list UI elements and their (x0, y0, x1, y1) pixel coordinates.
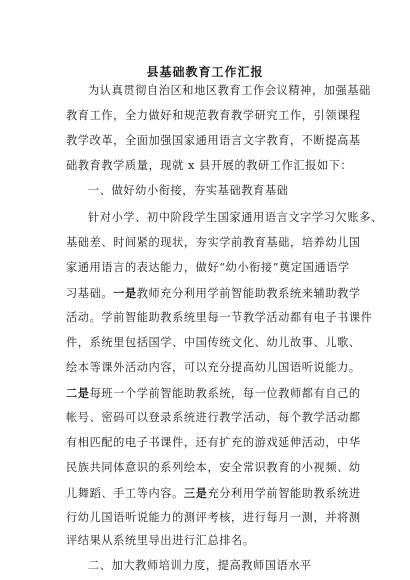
paragraph-line (66, 361, 361, 375)
paragraph-line (66, 311, 373, 325)
line-text: 家通用语言的表达能力，做好“幼小衔接”奠定国通语学 (66, 261, 350, 274)
line-text: 件，系统里包括国学、中国传统文化、幼儿故事、儿歌、 (66, 336, 361, 349)
emphasis-text: 二是 (66, 386, 90, 400)
paragraph-line (66, 461, 361, 475)
paragraph-line (66, 411, 361, 425)
line-text: 有相匹配的电子书课件，还有扩充的游戏延伸活动，中华 (66, 436, 361, 449)
line-text: 教学改革，全面加强国家通用语言文字教育，不断提高基 (66, 134, 361, 147)
line-text: 针对小学、初中阶段学生国家通用语言文字学习欠账多、 (88, 211, 383, 224)
line-text: 民族共同体意识的系列绘本，安全常识教育的小视频、幼 (66, 461, 361, 474)
line-text: 行幼儿国语听说能力的测评考核，进行每月一测，并将测 (66, 511, 361, 524)
emphasis-text: 三是 (183, 486, 208, 500)
line-text: 充分利用学前智能助教系统进 (207, 487, 361, 500)
line-text: 为认真贯彻自治区和地区教育工作会议精神，加强基础 (88, 84, 371, 97)
paragraph-line (66, 109, 361, 123)
paragraph-line (66, 261, 356, 275)
line-text: 评结果从系统里导出进行汇总排名。 (66, 534, 255, 547)
emphasis-text: 一是 (113, 286, 137, 300)
paragraph-line (88, 84, 378, 98)
section-heading (88, 559, 378, 573)
line-text: 活动。学前智能助教系统里每一节教学活动都有电子书课件 (66, 311, 373, 324)
line-text: 基础差、时间紧的现状，夯实学前教育基础，培养幼儿国 (66, 236, 361, 249)
line-text: 一、做好幼小衔接，夯实基础教育基础 (88, 184, 289, 197)
document-title: 县基础教育工作汇报 (146, 65, 264, 79)
paragraph-line (66, 336, 361, 350)
paragraph-line (66, 386, 361, 401)
paragraph-line (66, 436, 361, 450)
paragraph-line (88, 211, 383, 225)
line-text: 二、加大教师培训力度，提高教师国语水平 (88, 559, 312, 572)
line-text: 础教育教学质量，现就 x 县开展的教研工作汇报如下： (66, 159, 353, 172)
line-text: 教育工作，全力做好和规范教育教学研究工作，引领课程 (66, 109, 361, 122)
paragraph-line (66, 511, 361, 525)
paragraph-line (66, 236, 361, 250)
paragraph-line (66, 159, 356, 173)
line-text: 儿舞蹈、手工等内容。 (66, 487, 184, 500)
line-text: 每班一个学前智能助教系统，每一位教师都有自己的 (89, 387, 361, 400)
paragraph-line (66, 534, 356, 548)
line-text: 习基础。 (66, 287, 114, 300)
paragraph-line (66, 134, 361, 148)
section-heading (88, 184, 378, 198)
line-text: 帐号、密码可以登录系统进行教学活动，每个教学活动都 (66, 411, 361, 424)
line-text: 绘本等课外活动内容，可以充分提高幼儿国语听说能力。 (66, 361, 361, 374)
line-text: 教师充分利用学前智能助教系统来辅助教学 (136, 287, 361, 300)
paragraph-line (66, 486, 361, 501)
paragraph-line (66, 286, 361, 301)
